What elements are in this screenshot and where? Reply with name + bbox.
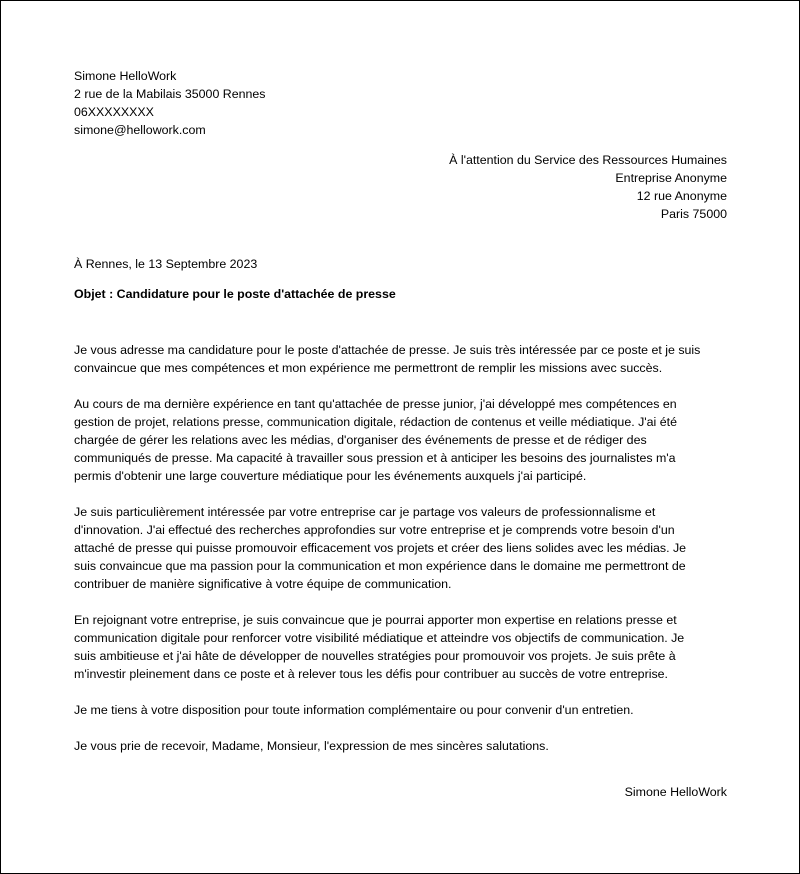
body-paragraph <box>74 611 727 683</box>
paragraph-line: permis d'obtenir une large couverture médiatique pour les événements auxquels j'ai participé. <box>74 469 587 483</box>
recipient-block <box>74 151 727 223</box>
sender-name: Simone HelloWork <box>74 69 177 83</box>
paragraph-line: communication digitale pour renforcer votre visibilité médiatique et atteindre vos objectifs de communication. Je <box>74 631 685 645</box>
letter-content <box>74 67 727 801</box>
subject-line: Objet : Candidature pour le poste d'attachée de presse <box>74 287 396 301</box>
paragraph-line: Je suis particulièrement intéressée par votre entreprise car je partage vos valeurs de professionnalisme et <box>74 505 656 519</box>
recipient-city: Paris 75000 <box>660 207 727 221</box>
recipient-attention: À l'attention du Service des Ressources Humaines <box>449 153 727 167</box>
paragraph-line: suis ambitieuse et j'ai hâte de développer de nouvelles stratégies pour promouvoir vos projets. Je suis prête à <box>74 649 676 663</box>
paragraph-line: communiqués de presse. Ma capacité à travailler sous pression et à anticiper les besoins des journalistes m'a <box>74 451 676 465</box>
paragraph-line: Je vous adresse ma candidature pour le poste d'attachée de presse. Je suis très intéressée par ce poste et je suis <box>74 343 701 357</box>
paragraph-line: convaincue que mes compétences et mon expérience me permettront de remplir les missions avec succès. <box>74 361 663 375</box>
body-paragraph <box>74 701 727 719</box>
paragraph-line: d'innovation. J'ai effectué des recherches approfondies sur votre entreprise et je comprends votre besoin d'un <box>74 523 675 537</box>
body-paragraph <box>74 341 727 377</box>
sender-email: simone@hellowork.com <box>74 123 206 137</box>
sender-address: 2 rue de la Mabilais 35000 Rennes <box>74 87 266 101</box>
paragraph-line: attaché de presse qui puisse promouvoir efficacement vos projets et créer des liens solides avec les médias. Je <box>74 541 687 555</box>
body-paragraph <box>74 737 727 755</box>
letter-body <box>74 341 727 755</box>
paragraph-line: En rejoignant votre entreprise, je suis convaincue que je pourrai apporter mon expertise en relations presse et <box>74 613 677 627</box>
paragraph-line: Je vous prie de recevoir, Madame, Monsieur, l'expression de mes sincères salutations. <box>74 739 549 753</box>
paragraph-line: Au cours de ma dernière expérience en tant qu'attachée de presse junior, j'ai développé mes compétences en <box>74 397 677 411</box>
paragraph-line: gestion de projet, relations presse, communication digitale, rédaction de contenus et veille médiatique. J'ai été <box>74 415 677 429</box>
body-paragraph <box>74 503 727 593</box>
paragraph-line: m'investir pleinement dans ce poste et à relever tous les défis pour contribuer au succès de votre entreprise. <box>74 667 668 681</box>
paragraph-line: chargée de gérer les relations avec les médias, d'organiser des événements de presse et de rédiger des <box>74 433 647 447</box>
paragraph-line: contribuer de manière significative à votre équipe de communication. <box>74 577 452 591</box>
date-line: À Rennes, le 13 Septembre 2023 <box>74 257 258 271</box>
recipient-street: 12 rue Anonyme <box>636 189 727 203</box>
sender-phone: 06XXXXXXXX <box>74 105 154 119</box>
paragraph-line: Je me tiens à votre disposition pour toute information complémentaire ou pour convenir d'un entretien. <box>74 703 634 717</box>
recipient-company: Entreprise Anonyme <box>615 171 727 185</box>
signature: Simone HelloWork <box>624 785 727 799</box>
body-paragraph <box>74 395 727 485</box>
sender-block <box>74 67 727 139</box>
paragraph-line: suis convaincue que ma passion pour la communication et mon expérience dans le domaine me permettront de <box>74 559 686 573</box>
